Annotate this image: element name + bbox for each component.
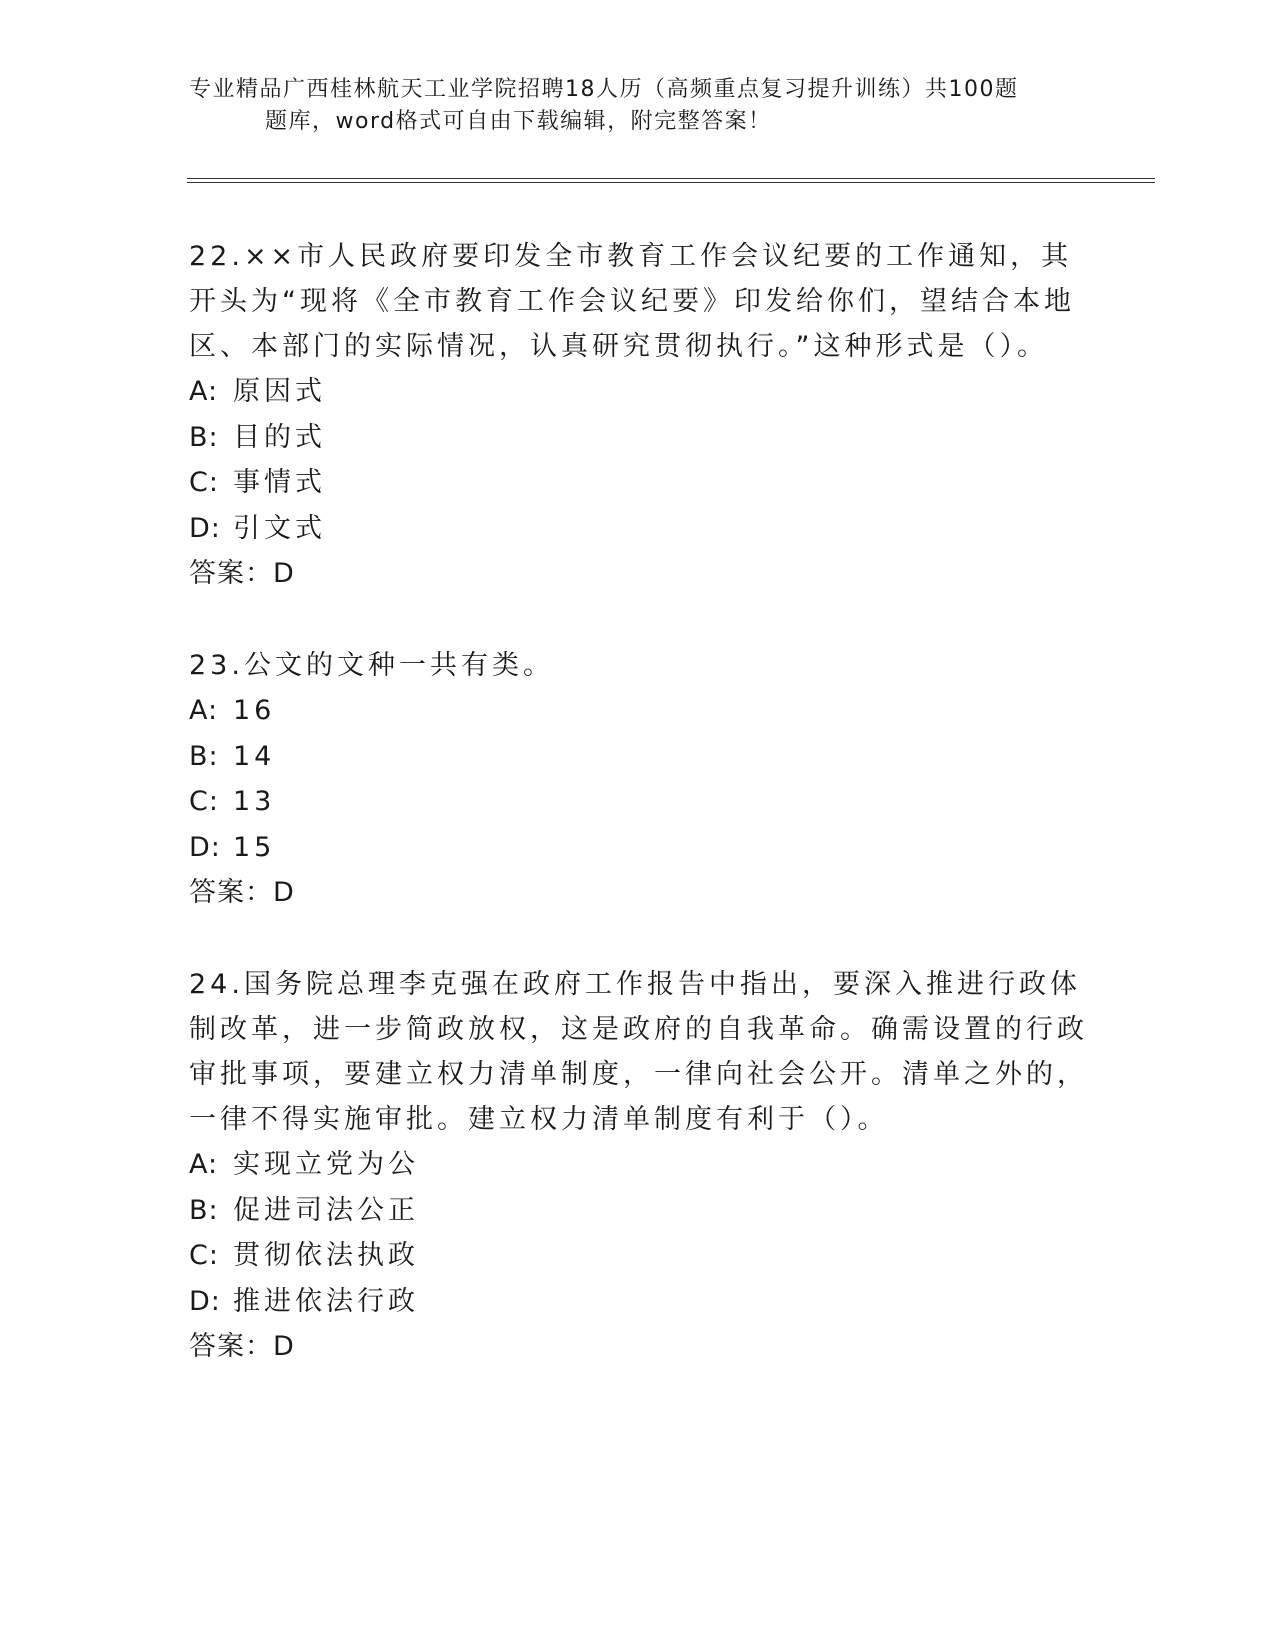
option-letter: D: (189, 831, 221, 863)
question-text: 24.国务院总理李克强在政府工作报告中指出，要深入推进行政体制改革，进一步简政放权，这是政府的自我革命。确需设置的行政审批事项，要建立权力清单制度，一律向社会公开。清单之外的，一律不得实施审批。建立权力清单制度有利于（）。 (189, 969, 1088, 1135)
option-letter: A: (189, 695, 219, 726)
option-text: 事情式 (233, 467, 326, 498)
option-letter: A: (189, 376, 219, 407)
answer-line: 答案：D (189, 877, 295, 908)
option-c (189, 779, 1089, 825)
question-text: 23.公文的文种一共有类。 (189, 650, 554, 681)
option-b (189, 415, 1089, 461)
header-title-line-2: 题库，word格式可自由下载编辑，附完整答案！ (265, 109, 772, 134)
option-b (189, 1188, 1089, 1234)
option-letter: C: (189, 786, 219, 817)
option-text: 促进司法公正 (233, 1194, 419, 1226)
question-text: 22.××市人民政府要印发全市教育工作会议纪要的工作通知，其开头为“现将《全市教育工作会议纪要》印发给你们，望结合本地区、本部门的实际情况，认真研究贯彻执行。”这种形式是（）。 (189, 241, 1075, 362)
option-text: 13 (233, 786, 276, 817)
option-letter: A: (189, 1149, 219, 1180)
option-d (189, 825, 1089, 871)
option-a (189, 369, 1089, 415)
header-divider-bottom (187, 182, 1155, 183)
option-text: 推进依法行政 (233, 1285, 419, 1317)
option-text: 14 (233, 740, 276, 772)
option-text: 16 (233, 695, 276, 726)
option-d (189, 1279, 1089, 1325)
option-text: 15 (233, 831, 276, 863)
document-header (189, 74, 1089, 138)
answer-line: 答案：D (189, 558, 295, 589)
question-23 (189, 643, 1089, 916)
option-a (189, 1142, 1089, 1188)
option-letter: D: (189, 1285, 221, 1317)
option-text: 引文式 (233, 512, 326, 544)
option-letter: C: (189, 467, 219, 498)
header-title-line-1: 专业精品广西桂林航天工业学院招聘18人历（高频重点复习提升训练）共100题 (189, 77, 1019, 102)
answer-line: 答案：D (189, 1331, 295, 1362)
option-a (189, 688, 1089, 734)
question-22 (189, 234, 1089, 597)
option-text: 原因式 (233, 376, 326, 407)
option-c (189, 1233, 1089, 1279)
option-letter: B: (189, 421, 219, 453)
option-d (189, 506, 1089, 552)
option-text: 贯彻依法执政 (233, 1240, 419, 1271)
option-c (189, 460, 1089, 506)
option-text: 目的式 (233, 421, 326, 453)
question-24 (189, 962, 1089, 1370)
option-text: 实现立党为公 (233, 1149, 419, 1180)
option-letter: C: (189, 1240, 219, 1271)
option-letter: D: (189, 512, 221, 544)
option-letter: B: (189, 740, 219, 772)
header-divider-top (187, 178, 1155, 179)
option-letter: B: (189, 1194, 219, 1226)
option-b (189, 734, 1089, 780)
